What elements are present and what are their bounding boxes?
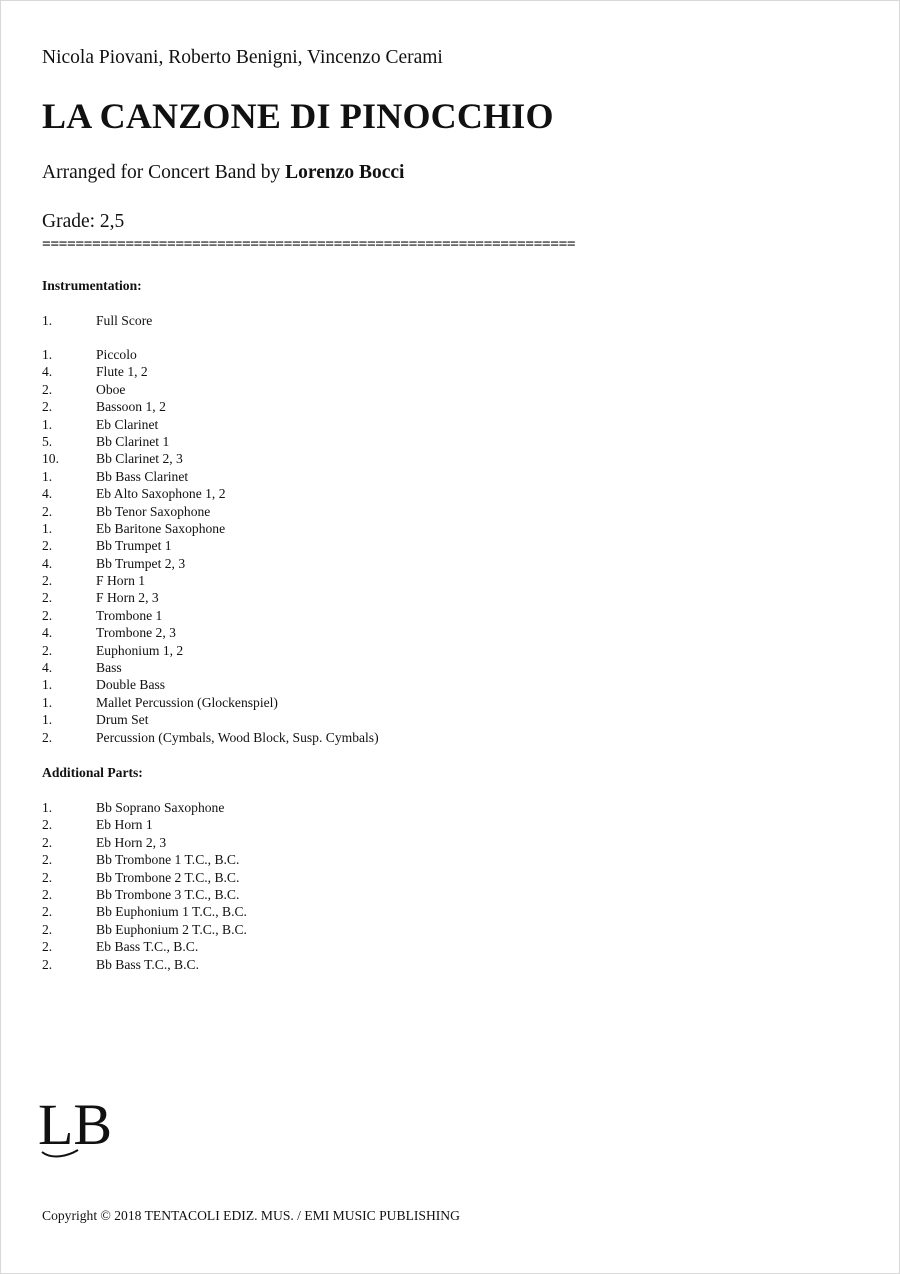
arranger-name: Lorenzo Bocci	[285, 162, 405, 183]
part-name: Trombone 2, 3	[96, 625, 176, 641]
part-name: Eb Clarinet	[96, 416, 159, 432]
part-quantity: 2.	[42, 607, 53, 623]
part-quantity: 1.	[42, 468, 53, 484]
part-name: Bb Clarinet 2, 3	[96, 451, 183, 467]
part-name: Eb Bass T.C., B.C.	[96, 939, 199, 955]
part-quantity: 2.	[42, 729, 53, 745]
part-name: Bb Bass T.C., B.C.	[96, 956, 199, 972]
part-name: Eb Horn 2, 3	[96, 834, 167, 850]
part-quantity: 2.	[42, 904, 53, 920]
part-name: Eb Alto Saxophone 1, 2	[96, 486, 226, 502]
list-item	[42, 676, 379, 693]
list-item	[42, 851, 247, 868]
list-item	[42, 956, 247, 973]
part-name: Bb Trombone 3 T.C., B.C.	[96, 886, 240, 902]
grade: Grade: 2,5	[42, 211, 125, 232]
part-quantity: 2.	[42, 939, 53, 955]
part-quantity: 2.	[42, 590, 53, 606]
part-quantity: 1.	[42, 694, 53, 710]
additional-parts-list	[42, 799, 247, 973]
arranged-by	[42, 162, 404, 184]
part-quantity: 4.	[42, 486, 53, 502]
list-item	[42, 485, 379, 502]
arranged-prefix: Arranged for Concert Band by	[42, 162, 286, 183]
part-quantity: 10.	[42, 451, 59, 467]
list-item	[42, 834, 247, 851]
part-quantity: 2.	[42, 503, 53, 519]
list-item	[42, 921, 247, 938]
list-item	[42, 450, 379, 467]
part-quantity: 2.	[42, 399, 53, 415]
part-quantity: 2.	[42, 381, 53, 397]
part-name: Drum Set	[96, 712, 149, 728]
part-quantity: 4.	[42, 660, 53, 676]
list-item	[42, 520, 379, 537]
instrumentation-list	[42, 346, 379, 746]
composers: Nicola Piovani, Roberto Benigni, Vincenzo Cerami	[42, 47, 443, 68]
part-name: Piccolo	[96, 347, 137, 362]
lb-logo	[38, 1090, 114, 1162]
part-name: F Horn 2, 3	[96, 590, 159, 606]
part-quantity: 2.	[42, 956, 53, 972]
list-item	[42, 537, 379, 554]
instrumentation-heading: Instrumentation:	[42, 278, 142, 293]
list-item	[42, 416, 379, 433]
part-name: Percussion (Cymbals, Wood Block, Susp. Cymbals)	[96, 729, 379, 745]
part-name: Bb Trumpet 1	[96, 538, 172, 554]
part-name: Euphonium 1, 2	[96, 642, 184, 658]
list-item	[42, 398, 379, 415]
part-name: Bb Clarinet 1	[96, 433, 170, 449]
list-item	[42, 659, 379, 676]
part-name: Trombone 1	[96, 607, 163, 623]
part-name: Eb Horn 1	[96, 817, 153, 833]
copyright: Copyright © 2018 TENTACOLI EDIZ. MUS. / EMI MUSIC PUBLISHING	[42, 1208, 460, 1223]
part-name: Bb Bass Clarinet	[96, 468, 189, 484]
list-item	[42, 589, 379, 606]
logo-text: LB	[38, 1092, 113, 1157]
part-name: Double Bass	[96, 677, 166, 693]
list-item	[42, 938, 247, 955]
list-item	[42, 363, 379, 380]
part-name: Bassoon 1, 2	[96, 399, 166, 415]
list-item	[42, 381, 379, 398]
list-item	[42, 312, 152, 329]
list-item	[42, 886, 247, 903]
part-quantity: 4.	[42, 555, 53, 571]
list-item	[42, 468, 379, 485]
part-quantity: 4.	[42, 625, 53, 641]
part-quantity: 1.	[42, 520, 53, 536]
list-item	[42, 799, 247, 816]
list-item	[42, 642, 379, 659]
additional-parts-heading: Additional Parts:	[42, 765, 143, 780]
part-quantity: 5.	[42, 433, 53, 449]
part-name: Bb Tenor Saxophone	[96, 503, 211, 519]
list-item	[42, 729, 379, 746]
part-name: Bb Euphonium 2 T.C., B.C.	[96, 921, 247, 937]
part-quantity: 2.	[42, 834, 53, 850]
list-item	[42, 433, 379, 450]
page-title: LA CANZONE DI PINOCCHIO	[42, 96, 554, 136]
list-item	[42, 503, 379, 520]
part-name: Flute 1, 2	[96, 364, 148, 380]
list-item	[42, 711, 379, 728]
list-item	[42, 572, 379, 589]
part-quantity: 1.	[42, 416, 53, 432]
part-quantity: 1.	[42, 800, 53, 815]
part-name: Bass	[96, 660, 122, 676]
part-name: Eb Baritone Saxophone	[96, 520, 226, 536]
part-quantity: 2.	[42, 817, 53, 833]
part-quantity: 1.	[42, 313, 53, 328]
part-name: Full Score	[96, 313, 153, 328]
part-name: Bb Trumpet 2, 3	[96, 555, 186, 571]
part-quantity: 2.	[42, 921, 53, 937]
list-item	[42, 346, 379, 363]
part-quantity: 1.	[42, 347, 53, 362]
list-item	[42, 816, 247, 833]
list-item	[42, 624, 379, 641]
part-quantity: 1.	[42, 712, 53, 728]
part-name: Bb Euphonium 1 T.C., B.C.	[96, 904, 247, 920]
part-quantity: 2.	[42, 538, 53, 554]
part-name: Oboe	[96, 381, 126, 397]
list-item	[42, 555, 379, 572]
part-name: Bb Trombone 1 T.C., B.C.	[96, 852, 240, 868]
part-quantity: 2.	[42, 869, 53, 885]
part-name: Mallet Percussion (Glockenspiel)	[96, 694, 278, 710]
part-quantity: 1.	[42, 677, 53, 693]
score-list	[42, 312, 152, 329]
part-name: Bb Trombone 2 T.C., B.C.	[96, 869, 240, 885]
part-quantity: 2.	[42, 852, 53, 868]
part-quantity: 2.	[42, 886, 53, 902]
part-quantity: 2.	[42, 573, 53, 589]
list-item	[42, 694, 379, 711]
list-item	[42, 903, 247, 920]
list-item	[42, 869, 247, 886]
part-quantity: 4.	[42, 364, 53, 380]
part-quantity: 2.	[42, 642, 53, 658]
part-name: Bb Soprano Saxophone	[96, 800, 225, 815]
separator-line: ================================================================	[42, 236, 576, 253]
list-item	[42, 607, 379, 624]
part-name: F Horn 1	[96, 573, 146, 589]
